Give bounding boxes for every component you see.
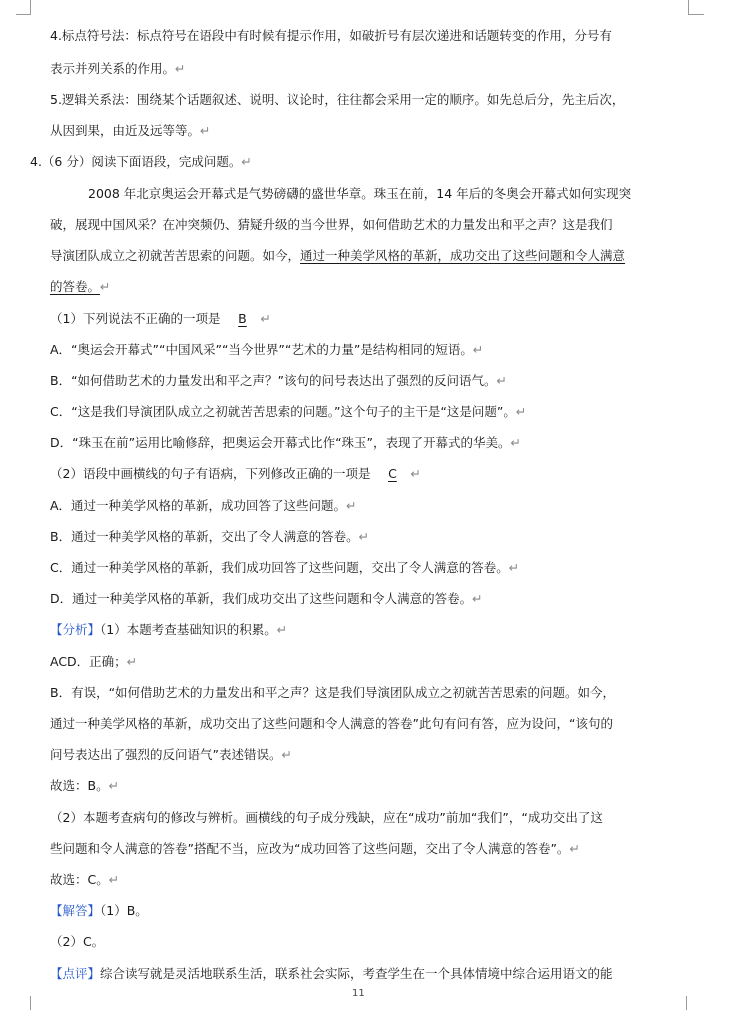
option-c: C．“这是我们导演团队成立之初就苦苦思索的问题。”这个句子的主干是“这是问题”。↵ [50, 404, 527, 419]
crop-mark-top-left-h [16, 14, 31, 15]
analysis-line: 故选：B。↵ [50, 778, 120, 793]
answer-blank-1: B [238, 311, 247, 326]
passage-line: 2008 年北京奥运会开幕式是气势磅礴的盛世华章。珠玉在前，14 年后的冬奥会开幕式如何实现突 [88, 186, 632, 201]
solution-line: （2）C。 [50, 934, 105, 949]
solution-tag: 【解答】 [50, 903, 101, 918]
page-number: 11 [352, 988, 365, 999]
option-b: B．通过一种美学风格的革新，交出了令人满意的答卷。↵ [50, 529, 370, 544]
crop-mark-top-right-h [688, 14, 704, 15]
crop-mark-top-left [30, 0, 31, 14]
option-d: D．通过一种美学风格的革新，我们成功交出了这些问题和令人满意的答卷。↵ [50, 591, 483, 606]
option-d: D．“珠玉在前”运用比喻修辞，把奥运会开幕式比作“珠玉”，表现了开幕式的华美。↵ [50, 435, 522, 450]
subquestion-2: （2）语段中画横线的句子有语病，下列修改正确的一项是 C ↵ [50, 466, 421, 481]
analysis-line: 【分析】（1）本题考查基础知识的积累。↵ [50, 622, 288, 637]
passage-line: 的答卷。↵ [50, 279, 111, 294]
crop-mark-bottom-right [686, 996, 687, 1010]
crop-mark-bottom-left [30, 996, 31, 1010]
comment-tag: 【点评】 [50, 966, 101, 981]
analysis-line: B．有误，“如何借助艺术的力量发出和平之声？这是我们导演团队成立之初就苦苦思索的问题。如今， [50, 685, 616, 700]
analysis-line: 通过一种美学风格的革新，成功交出了这些问题和令人满意的答卷”此句有问有答，应为设问，“该句的 [50, 716, 613, 731]
text-line: 4.标点符号法：标点符号在语段中有时候有提示作用，如破折号有层次递进和话题转变的作用，分号有 [50, 28, 612, 43]
analysis-line: 问号表达出了强烈的反问语气”表述错误。↵ [50, 747, 292, 762]
subquestion-1: （1）下列说法不正确的一项是 B ↵ [50, 311, 271, 326]
passage-line: 破，展现中国风采？在冲突频仍、猜疑升级的当今世界，如何借助艺术的力量发出和平之声？这是我们 [50, 217, 613, 232]
option-a: A．通过一种美学风格的革新，成功回答了这些问题。↵ [50, 498, 357, 513]
question-4-heading: 4.（6 分）阅读下面语段，完成问题。↵ [30, 154, 252, 169]
analysis-tag: 【分析】 [50, 622, 101, 637]
answer-blank-2: C [388, 466, 397, 481]
comment-line: 【点评】综合读写就是灵活地联系生活，联系社会实际，考查学生在一个具体情境中综合运用语文的能 [50, 966, 613, 981]
text-line: 表示并列关系的作用。↵ [50, 61, 186, 76]
option-a: A．“奥运会开幕式”“中国风采”“当今世界”“艺术的力量”是结构相同的短语。↵ [50, 342, 484, 357]
option-b: B．“如何借助艺术的力量发出和平之声？”该句的问号表达出了强烈的反问语气。↵ [50, 373, 508, 388]
underlined-sentence: 通过一种美学风格的革新，成功交出了这些问题和令人满意 [300, 248, 626, 263]
crop-mark-top-right [688, 0, 689, 14]
analysis-line: 些问题和令人满意的答卷”搭配不当，应改为“成功回答了这些问题，交出了令人满意的答卷”。↵ [50, 841, 580, 856]
analysis-line: （2）本题考查病句的修改与辨析。画横线的句子成分残缺，应在“成功”前加“我们”，“成功交出了这 [50, 810, 603, 825]
analysis-line: ACD．正确；↵ [50, 654, 138, 669]
passage-line: 导演团队成立之初就苦苦思索的问题。如今，通过一种美学风格的革新，成功交出了这些问题和令人满意 [50, 248, 626, 263]
option-c: C．通过一种美学风格的革新，我们成功回答了这些问题，交出了令人满意的答卷。↵ [50, 560, 520, 575]
text-line: 从因到果，由近及远等等。↵ [50, 123, 211, 138]
solution-line: 【解答】（1）B。 [50, 903, 148, 918]
analysis-line: 故选：C。↵ [50, 872, 120, 887]
text-line: 5.逻辑关系法：围绕某个话题叙述、说明、议论时，往往都会采用一定的顺序。如先总后分，先主后次， [50, 92, 625, 107]
